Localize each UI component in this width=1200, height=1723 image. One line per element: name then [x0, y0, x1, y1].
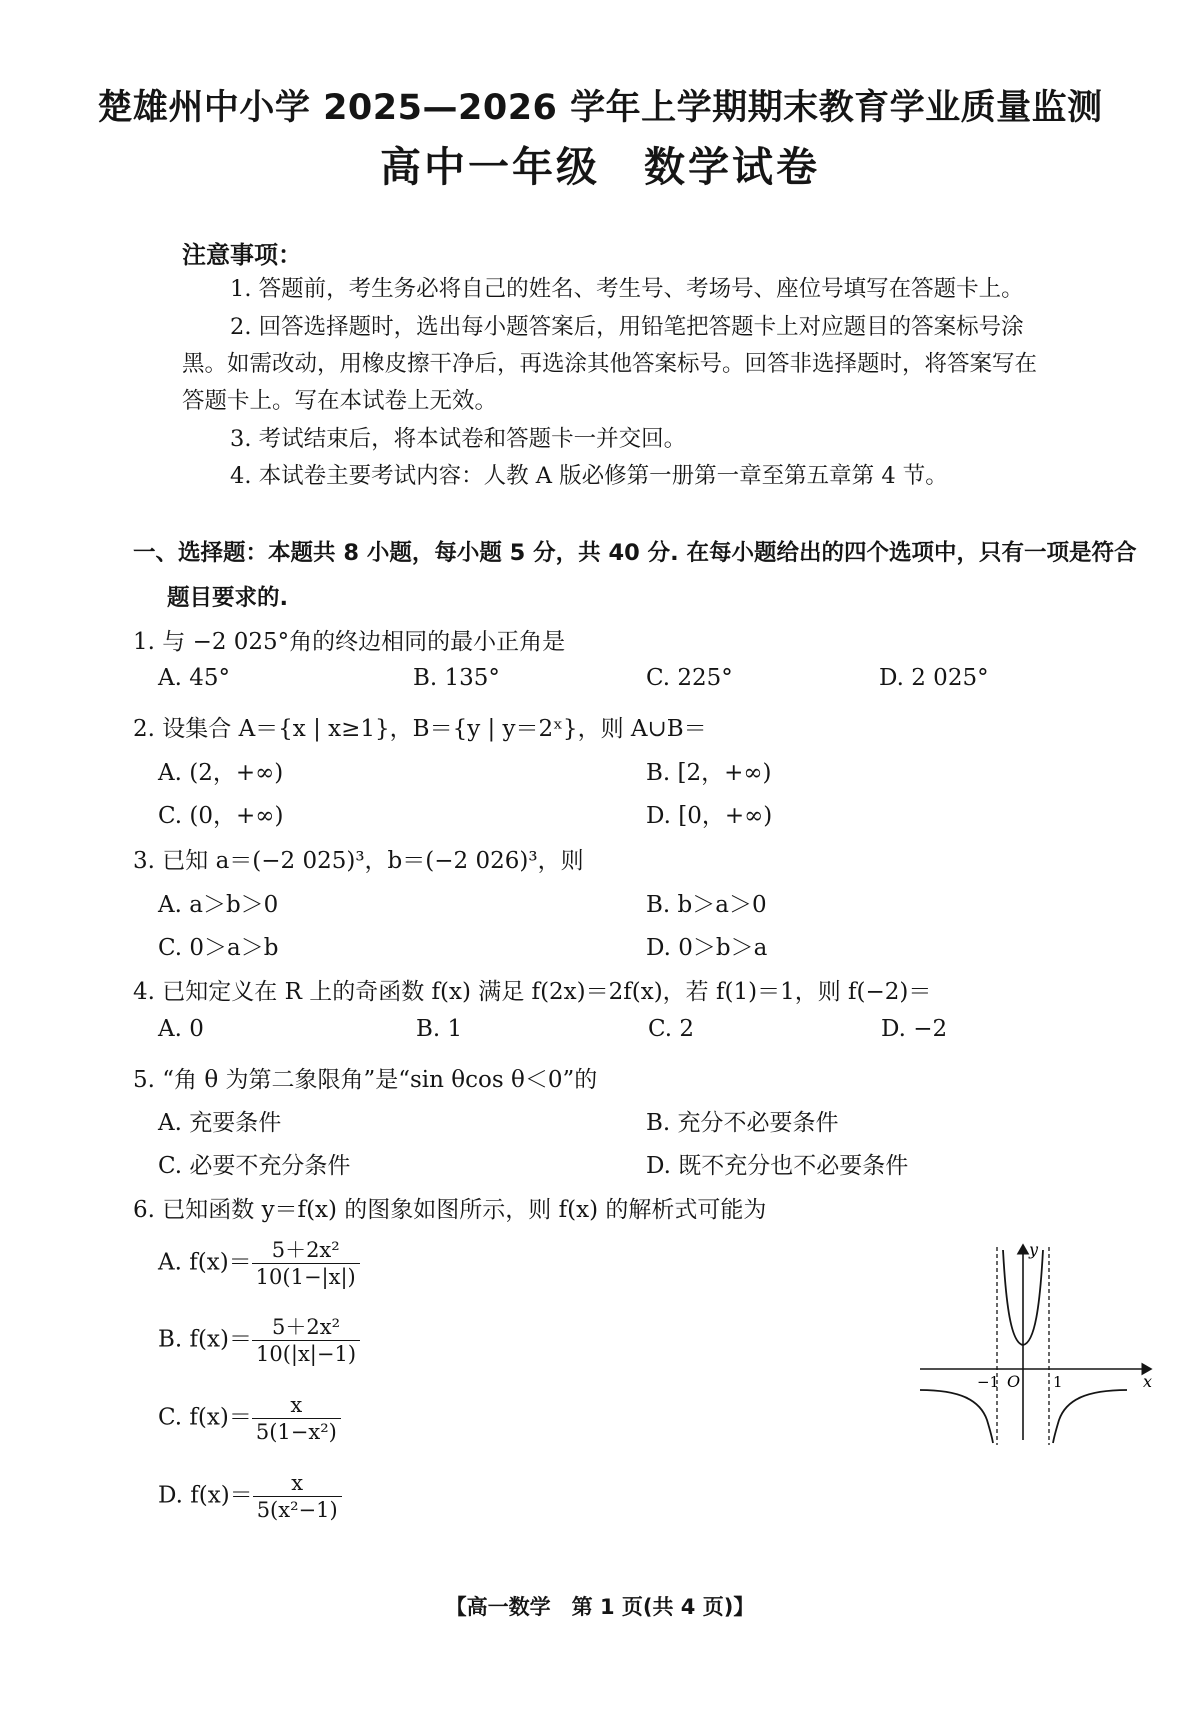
origin-label: O: [1007, 1372, 1021, 1391]
question-3-stem: 3. 已知 a＝(−2 025)³，b＝(−2 026)³，则: [133, 848, 584, 874]
question-2-option-d: D. [0，+∞): [646, 803, 773, 829]
section-heading-cont: 题目要求的.: [167, 585, 289, 611]
option-c-denominator: 5(1−x²): [252, 1418, 341, 1445]
question-2-stem: 2. 设集合 A＝{x | x≥1}，B＝{y | y＝2ˣ}，则 A∪B＝: [133, 716, 707, 742]
question-6-option-a: [158, 1237, 360, 1290]
question-6-option-d: [158, 1470, 342, 1523]
option-d-label: D. f(x)＝: [158, 1482, 253, 1509]
notice-item-2: 2. 回答选择题时，选出每小题答案后，用铅笔把答题卡上对应题目的答案标号涂: [230, 314, 1024, 340]
question-1-option-c: C. 225°: [646, 665, 733, 691]
curve-left-branch: [920, 1390, 993, 1443]
function-graph: [915, 1235, 1160, 1450]
question-5-option-b: B. 充分不必要条件: [646, 1110, 839, 1136]
question-6-option-c: [158, 1392, 341, 1445]
page-footer: 【高一数学 第 1 页(共 4 页)】: [445, 1595, 755, 1619]
option-d-numerator: x: [291, 1471, 304, 1495]
question-5-option-a: A. 充要条件: [158, 1110, 282, 1136]
question-4-option-d: D. −2: [881, 1016, 948, 1042]
question-6-option-b: [158, 1314, 360, 1367]
y-axis-label: y: [1029, 1240, 1039, 1259]
notice-heading: 注意事项：: [182, 241, 302, 269]
question-2-option-c: C. (0，+∞): [158, 803, 284, 829]
option-a-numerator: 5＋2x²: [271, 1238, 340, 1262]
option-a-label: A. f(x)＝: [158, 1249, 252, 1276]
option-c-label: C. f(x)＝: [158, 1404, 252, 1431]
question-1-option-a: A. 45°: [158, 665, 230, 691]
section-heading: 一、选择题：本题共 8 小题，每小题 5 分，共 40 分. 在每小题给出的四个选项中，只有一项是符合: [133, 540, 1137, 566]
question-3-option-c: C. 0＞a＞b: [158, 935, 279, 961]
notice-item-3: 3. 考试结束后，将本试卷和答题卡一并交回。: [230, 426, 687, 452]
option-b-denominator: 10(|x|−1): [252, 1340, 360, 1367]
question-3-option-d: D. 0＞b＞a: [646, 935, 768, 961]
question-4-stem: 4. 已知定义在 R 上的奇函数 f(x) 满足 f(2x)＝2f(x)，若 f(1)＝1，则 f(−2)＝: [133, 979, 932, 1005]
tick-label-neg-one: −1: [977, 1373, 1000, 1391]
option-d-fraction: [253, 1470, 342, 1523]
question-6-stem: 6. 已知函数 y＝f(x) 的图象如图所示，则 f(x) 的解析式可能为: [133, 1197, 767, 1223]
notice-item-1: 1. 答题前，考生务必将自己的姓名、考生号、考场号、座位号填写在答题卡上。: [230, 276, 1024, 302]
option-c-numerator: x: [290, 1393, 303, 1417]
notice-item-4: 4. 本试卷主要考试内容：人教 A 版必修第一册第一章至第五章第 4 节。: [230, 463, 948, 489]
exam-title: 楚雄州中小学 2025—2026 学年上学期期末教育学业质量监测: [97, 88, 1103, 128]
option-b-label: B. f(x)＝: [158, 1326, 252, 1353]
question-5-option-d: D. 既不充分也不必要条件: [646, 1153, 909, 1179]
notice-item-2-cont: 黑。如需改动，用橡皮擦干净后，再选涂其他答案标号。回答非选择题时，将答案写在: [182, 351, 1038, 377]
option-b-numerator: 5＋2x²: [272, 1315, 340, 1339]
question-5-stem: 5. “角 θ 为第二象限角”是“sin θcos θ＜0”的: [133, 1067, 598, 1093]
question-2-option-b: B. [2，+∞): [646, 760, 772, 786]
question-5-option-c: C. 必要不充分条件: [158, 1153, 351, 1179]
option-b-fraction: [252, 1314, 360, 1367]
curve-right-branch: [1053, 1390, 1127, 1443]
question-2-option-a: A. (2，+∞): [158, 760, 284, 786]
option-a-fraction: [252, 1237, 360, 1290]
x-axis-label: x: [1143, 1372, 1153, 1391]
question-3-option-b: B. b＞a＞0: [646, 892, 767, 918]
question-1-option-b: B. 135°: [413, 665, 500, 691]
question-4-option-c: C. 2: [648, 1016, 695, 1042]
question-1-stem: 1. 与 −2 025°角的终边相同的最小正角是: [133, 629, 566, 655]
question-4-option-b: B. 1: [416, 1016, 463, 1042]
notice-item-2-end: 答题卡上。写在本试卷上无效。: [182, 388, 498, 414]
question-1-option-d: D. 2 025°: [879, 665, 989, 691]
question-3-option-a: A. a＞b＞0: [158, 892, 279, 918]
option-d-denominator: 5(x²−1): [253, 1496, 342, 1523]
option-c-fraction: [252, 1392, 341, 1445]
question-4-option-a: A. 0: [158, 1016, 204, 1042]
option-a-denominator: 10(1−|x|): [252, 1263, 360, 1290]
tick-label-one: 1: [1053, 1373, 1063, 1391]
exam-subtitle: 高中一年级 数学试卷: [380, 143, 820, 191]
